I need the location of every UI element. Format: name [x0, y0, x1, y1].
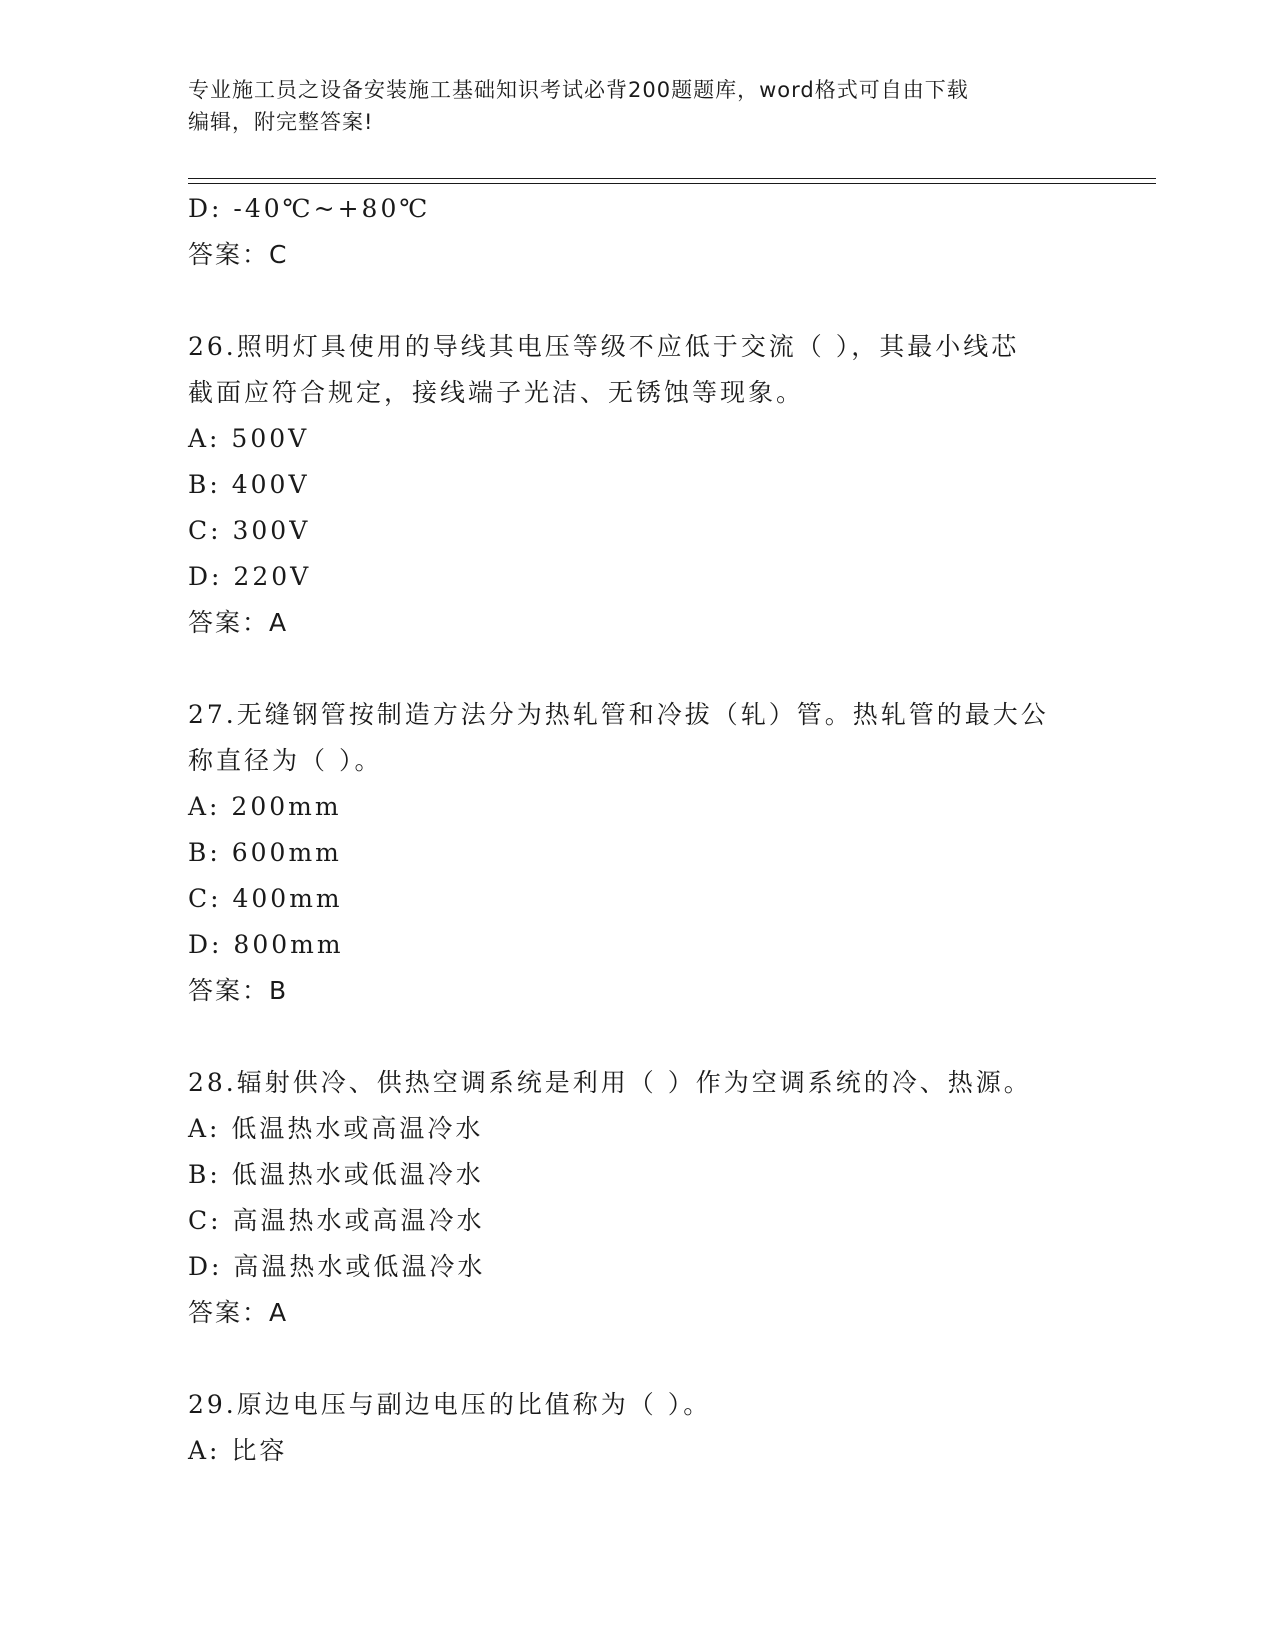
answer-line: 答案：C: [188, 240, 289, 269]
answer-line: 答案：B: [188, 976, 289, 1005]
option-a: A: 低温热水或高温冷水: [188, 1114, 484, 1143]
spacer: [188, 646, 1088, 692]
answer-line: 答案：A: [188, 608, 289, 637]
option-b: B: 400V: [188, 470, 310, 499]
header-line-2: 编辑，附完整答案!: [188, 110, 374, 134]
option-d: D: 800mm: [188, 930, 344, 959]
option-c: C: 300V: [188, 516, 311, 545]
question-26: [188, 324, 1088, 646]
question-29: [188, 1382, 1088, 1474]
question-27: [188, 692, 1088, 1014]
question-28: [188, 1060, 1088, 1336]
option-c: C: 高温热水或高温冷水: [188, 1206, 485, 1235]
spacer: [188, 278, 1088, 324]
question-list: [188, 186, 1088, 1474]
question-stem: 28.辐射供冷、供热空调系统是利用（ ）作为空调系统的冷、热源。: [188, 1068, 1032, 1097]
header-line-1: 专业施工员之设备安装施工基础知识考试必背200题题库，word格式可自由下载: [188, 78, 969, 102]
option-d: D: -40℃~+80℃: [188, 194, 431, 223]
option-a: A: 比容: [188, 1436, 288, 1465]
question-stem: 27.无缝钢管按制造方法分为热轧管和冷拔（轧）管。热轧管的最大公: [188, 700, 1049, 729]
question-stem: 截面应符合规定，接线端子光洁、无锈蚀等现象。: [188, 378, 805, 407]
header-divider-bottom: [188, 183, 1156, 184]
answer-line: 答案：A: [188, 1298, 289, 1327]
option-a: A: 200mm: [188, 792, 342, 821]
option-b: B: 低温热水或低温冷水: [188, 1160, 484, 1189]
option-c: C: 400mm: [188, 884, 343, 913]
page-header: [188, 74, 1068, 138]
question-stem: 26.照明灯具使用的导线其电压等级不应低于交流（ ），其最小线芯: [188, 332, 1020, 361]
option-d: D: 高温热水或低温冷水: [188, 1252, 486, 1281]
option-d: D: 220V: [188, 562, 312, 591]
spacer: [188, 1336, 1088, 1382]
option-b: B: 600mm: [188, 838, 342, 867]
spacer: [188, 1014, 1088, 1060]
question-stem: 称直径为（ ）。: [188, 746, 383, 775]
option-a: A: 500V: [188, 424, 310, 453]
header-divider-top: [188, 178, 1156, 179]
question-stem: 29.原边电压与副边电压的比值称为（ ）。: [188, 1390, 712, 1419]
